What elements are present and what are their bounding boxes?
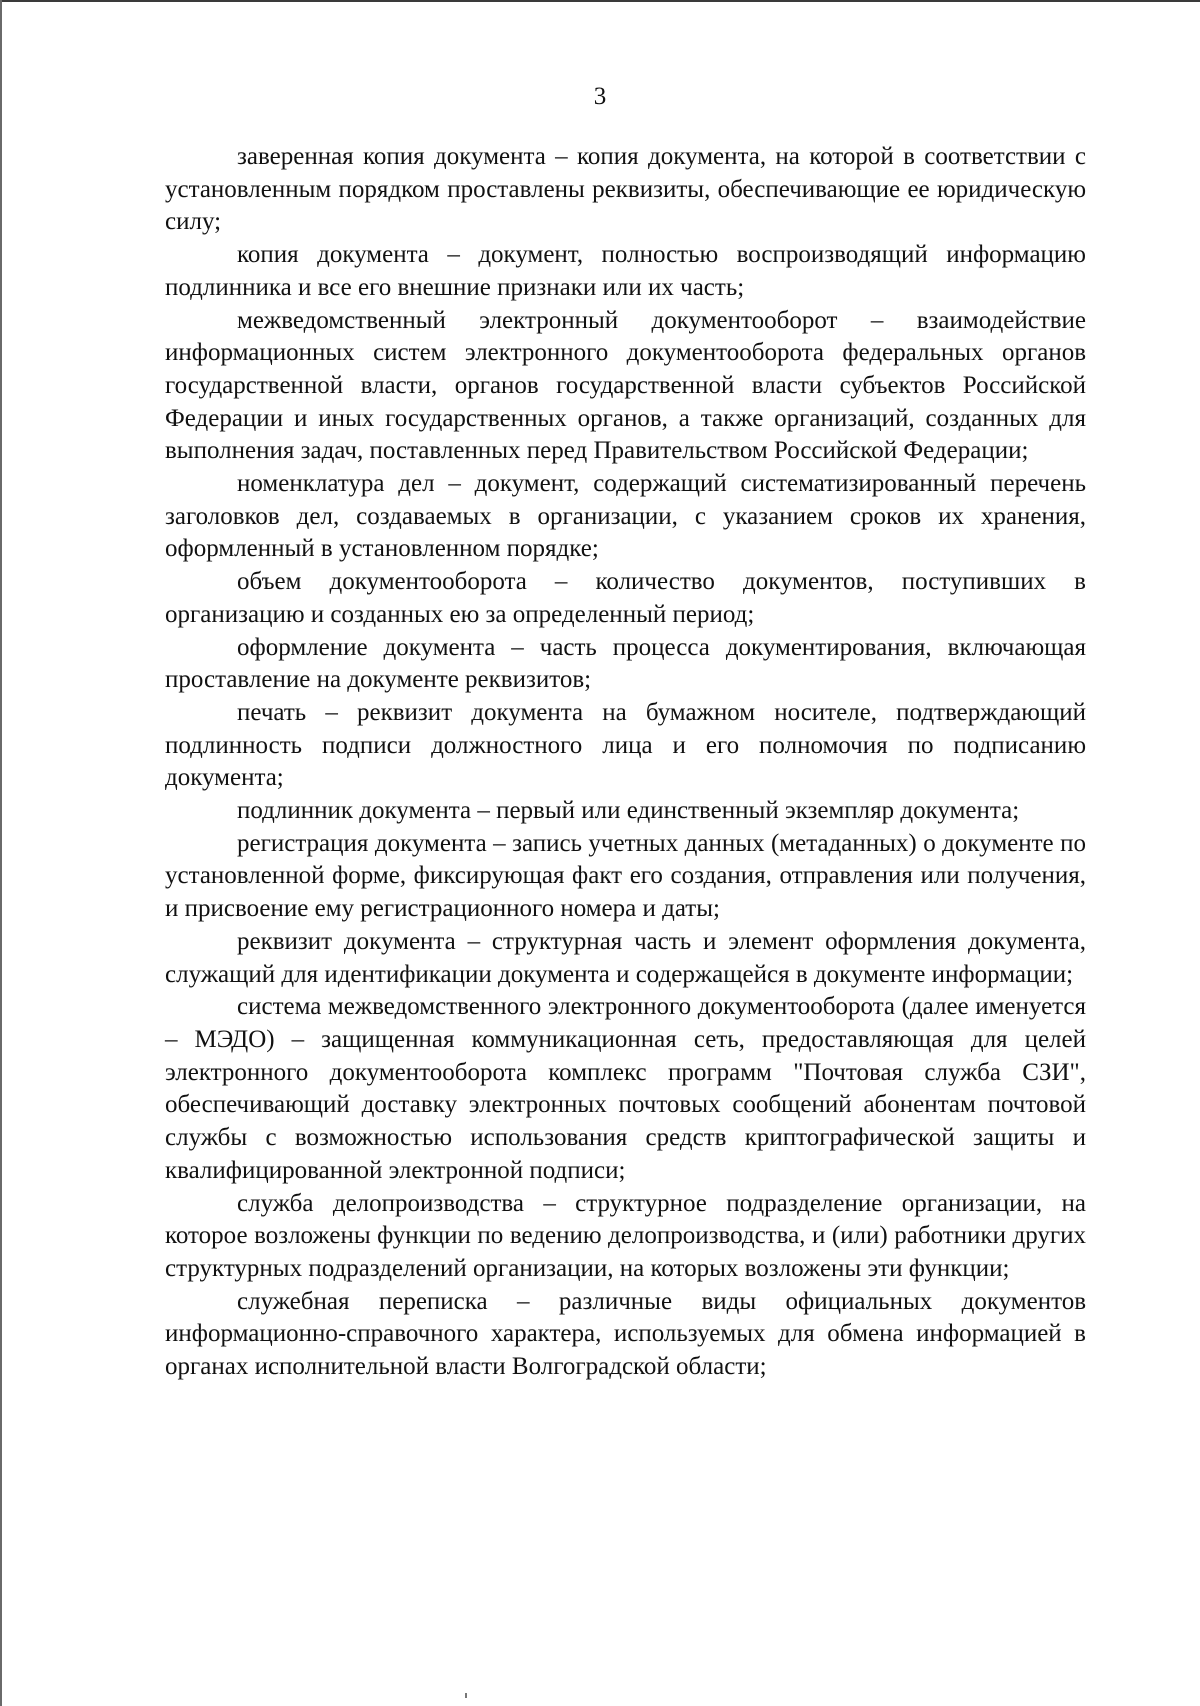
paragraph-document-formatting: оформление документа – часть процесса документирования, включающая проставление на документе реквизитов; xyxy=(165,633,1086,694)
document-body xyxy=(165,141,1086,1384)
paragraph-interagency-edo: межведомственный электронный документооборот – взаимодействие информационных систем электронного документооборота федеральных органов государственной власти, органов государственной власти субъектов Российской Федерации и иных государственных органов, а также организаций, созданных для выполнения задач, поставленных перед Правительством Российской Федерации; xyxy=(165,306,1086,465)
scan-edge-top xyxy=(0,0,1200,2)
paragraph-document-volume: объем документооборота – количество документов, поступивших в организацию и созданных ею за определенный период; xyxy=(165,568,1086,628)
paragraph-certified-copy: заверенная копия документа – копия документа, на которой в соответствии с установленным порядком проставлены реквизиты, обеспечивающие ее юридическую силу; xyxy=(165,143,1086,236)
page-number: 3 xyxy=(593,83,607,110)
paragraph-seal: печать – реквизит документа на бумажном носителе, подтверждающий подлинность подписи должностного лица и его полномочия по подписанию документа; xyxy=(165,698,1086,792)
paragraph-requisite: реквизит документа – структурная часть и элемент оформления документа, служащий для идентификации документа и содержащейся в документе информации; xyxy=(165,927,1086,988)
scan-edge-left xyxy=(0,0,2,1706)
paragraph-medo-system: система межведомственного электронного документооборота (далее именуется – МЭДО) – защищенная коммуникационная сеть, предоставляющая для целей электронного документооборота комплекс программ "Почтовая служба СЗИ", обеспечивающий доставку электронных почтовых сообщений абонентам почтовой службы с возможностью использования средств криптографической защиты и квалифицированной электронной подписи; xyxy=(165,993,1086,1184)
paragraph-records-service: служба делопроизводства – структурное подразделение организации, на которое возложены функции по ведению делопроизводства, и (или) работники других структурных подразделений организации, на которых возложены эти функции; xyxy=(165,1189,1086,1282)
scan-artifact xyxy=(465,1693,467,1698)
paragraph-original-document: подлинник документа – первый или единственный экземпляр документа; xyxy=(237,797,1020,825)
paragraph-official-correspondence: служебная переписка – различные виды официальных документов информационно-справочного характера, используемых для обмена информацией в органах исполнительной власти Волгоградской области; xyxy=(165,1287,1086,1381)
paragraph-registration: регистрация документа – запись учетных данных (метаданных) о документе по установленной форме, фиксирующая факт его создания, отправления или получения, и присвоение ему регистрационного номера и даты; xyxy=(165,829,1086,923)
paragraph-document-copy: копия документа – документ, полностью воспроизводящий информацию подлинника и все его внешние признаки или их часть; xyxy=(165,241,1086,301)
paragraph-nomenclature: номенклатура дел – документ, содержащий систематизированный перечень заголовков дел, создаваемых в организации, с указанием сроков их хранения, оформленный в установленном порядке; xyxy=(165,470,1086,563)
